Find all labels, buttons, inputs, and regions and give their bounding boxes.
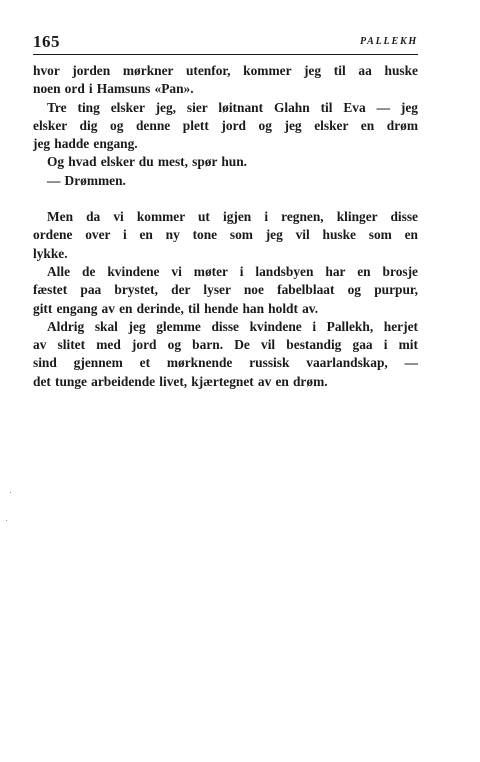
text-line: elsker dig og denne plett jord og jeg elsker en drøm xyxy=(33,117,418,133)
text-line: noen ord i Hamsuns «Pan». xyxy=(33,81,194,97)
running-head: PALLEKH xyxy=(360,36,418,47)
text-line: det tunge arbeidende livet, kjærtegnet av en drøm. xyxy=(33,373,328,389)
paragraph xyxy=(33,62,418,99)
text-line: jeg hadde engang. xyxy=(33,136,138,152)
text-line: Men da vi kommer ut igjen i regnen, klinger disse xyxy=(47,209,418,225)
text-line: — Drømmen. xyxy=(47,172,126,188)
paragraph xyxy=(33,263,418,318)
text-line: hvor jorden mørkner utenfor, kommer jeg til aa huske xyxy=(33,63,418,78)
text-line: gitt engang av en derinde, til hende han holdt av. xyxy=(33,300,319,316)
paragraph xyxy=(33,172,418,190)
paragraph xyxy=(33,153,418,171)
body-text xyxy=(33,62,418,391)
paragraph xyxy=(33,208,418,263)
text-line: fæstet paa brystet, der lyser noe fabelblaat og purpur, xyxy=(33,282,418,298)
text-line: lykke. xyxy=(33,245,68,261)
text-line: Aldrig skal jeg glemme disse kvindene i Pallekh, herjet xyxy=(47,318,418,334)
text-line: sind gjennem et mørknende russisk vaarlandskap, — xyxy=(33,355,418,371)
text-line: Tre ting elsker jeg, sier løitnant Glahn til Eva — jeg xyxy=(47,99,418,115)
section-break xyxy=(33,190,418,208)
text-line: av slitet med jord og barn. De vil bestandig gaa i mit xyxy=(33,337,418,353)
page-header xyxy=(33,32,418,55)
text-line: Alle de kvindene vi møter i landsbyen har en brosje xyxy=(47,263,418,279)
paper-speck xyxy=(6,520,7,521)
text-line: Og hvad elsker du mest, spør hun. xyxy=(47,154,248,170)
paragraph xyxy=(33,318,418,391)
paper-speck xyxy=(10,492,11,493)
paragraph xyxy=(33,99,418,154)
text-line: ordene over i en ny tone som jeg vil huske som en xyxy=(33,227,418,243)
page-number: 165 xyxy=(33,32,60,51)
